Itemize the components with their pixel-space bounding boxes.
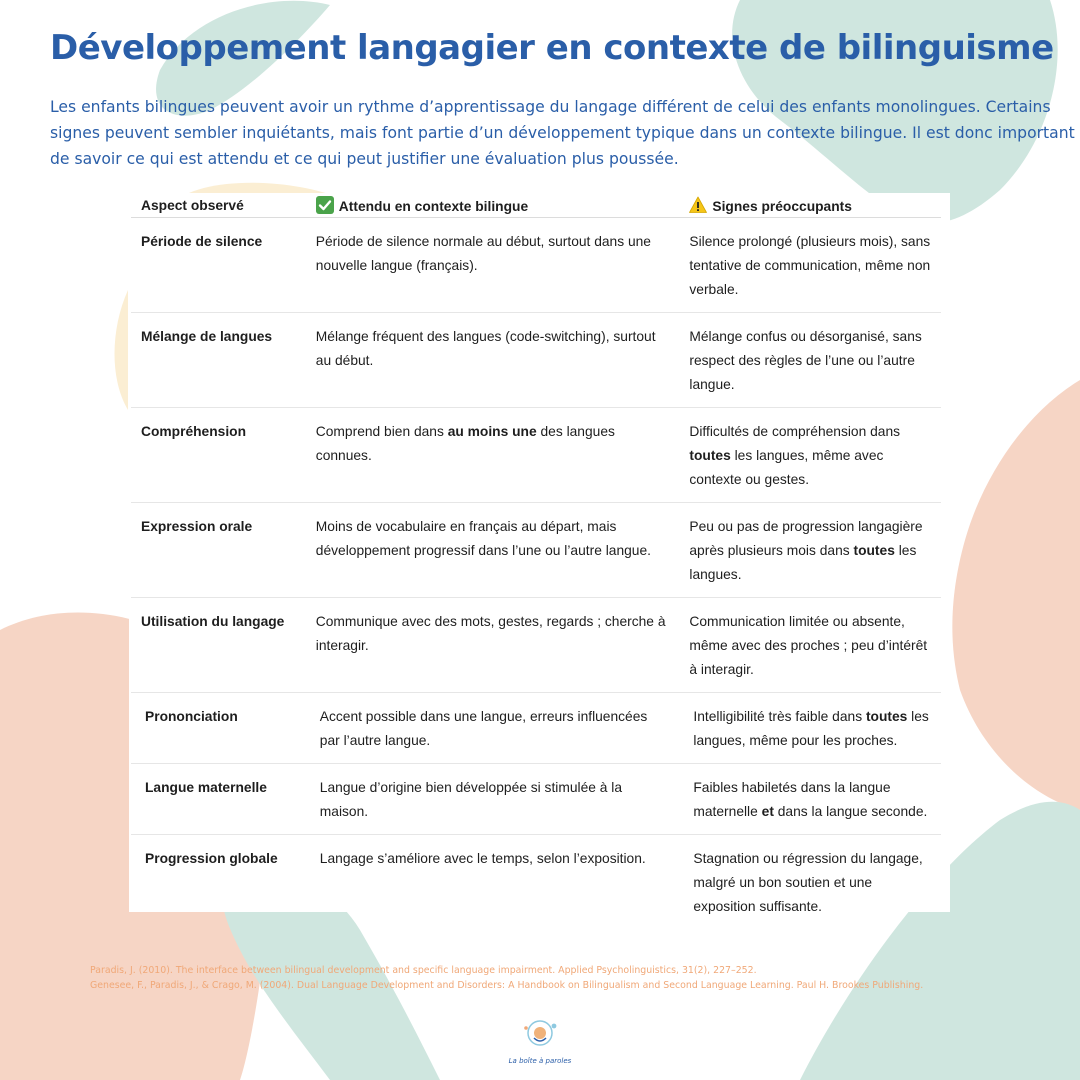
row-expected: Langue d’origine bien développée si stimulée à la maison.	[306, 764, 680, 835]
table-row	[131, 693, 941, 764]
header-concerning-label: Signes préoccupants	[712, 199, 852, 214]
row-expected: Communique avec des mots, gestes, regards ; cherche à interagir.	[306, 598, 680, 693]
peach-blob-right	[952, 380, 1080, 810]
row-expected: Comprend bien dans au moins une des langues connues.	[306, 408, 680, 503]
row-expected: Période de silence normale au début, surtout dans une nouvelle langue (français).	[306, 218, 680, 313]
row-concerning: Difficultés de compréhension dans toutes les langues, même avec contexte ou gestes.	[679, 408, 941, 503]
header-expected	[306, 193, 680, 218]
yellow-blob-left	[115, 290, 129, 410]
table-row	[131, 313, 941, 408]
header-concerning	[679, 193, 941, 218]
table-row	[131, 598, 941, 693]
row-expected: Accent possible dans une langue, erreurs influencées par l’autre langue.	[306, 693, 680, 764]
row-aspect: Expression orale	[131, 503, 306, 598]
reference-item: Genesee, F., Paradis, J., & Crago, M. (2004). Dual Language Development and Disorders: A Handbook on Bilingualism and Second Language Learning. Paul H. Brookes Publishing.	[90, 980, 924, 991]
emphasis: toutes	[689, 448, 731, 463]
emphasis: au moins une	[447, 424, 537, 439]
row-concerning: Silence prolongé (plusieurs mois), sans tentative de communication, même non verbale.	[679, 218, 941, 313]
emphasis: toutes	[865, 709, 908, 724]
table-header-row	[131, 193, 941, 218]
table-row	[131, 218, 941, 313]
comparison-table-card	[129, 193, 950, 912]
row-expected: Moins de vocabulaire en français au départ, mais développement progressif dans l’une ou l’autre langue.	[306, 503, 680, 598]
logo-text: La boîte à paroles	[508, 1057, 572, 1065]
table-row	[131, 408, 941, 503]
header-expected-label: Attendu en contexte bilingue	[338, 199, 529, 214]
row-aspect: Progression globale	[145, 851, 278, 866]
page-title: Développement langagier en contexte de bilinguisme	[50, 28, 1054, 68]
row-concerning: Intelligibilité très faible dans toutes les langues, même pour les proches.	[679, 693, 941, 764]
row-concerning: Peu ou pas de progression langagière après plusieurs mois dans toutes les langues.	[679, 503, 941, 598]
reference-item: Paradis, J. (2010). The interface between bilingual development and specific language impairment. Applied Psycholinguistics, 31(2), 227–252.	[90, 965, 757, 976]
check-mark-icon	[316, 196, 334, 214]
row-aspect: Prononciation	[131, 693, 306, 764]
row-aspect: Utilisation du langage	[131, 598, 306, 693]
row-concerning: Mélange confus ou désorganisé, sans respect des règles de l’une ou l’autre langue.	[679, 313, 941, 408]
row-aspect: Compréhension	[131, 408, 306, 503]
row-aspect: Mélange de langues	[131, 313, 306, 408]
intro-paragraph: Les enfants bilingues peuvent avoir un rythme d’apprentissage du langage différent de celui des enfants monolingues. Certains signes peuvent sembler inquiétants, mais font partie d’un développement typique dans un contexte bilingue. Il est donc important de savoir ce qui est attendu et ce qui peut justifier une évaluation plus poussée.	[50, 98, 1075, 168]
header-aspect: Aspect observé	[131, 193, 306, 218]
row-expected: Mélange fréquent des langues (code-switching), surtout au début.	[306, 313, 680, 408]
row-aspect: Période de silence	[131, 218, 306, 313]
row-concerning: Communication limitée ou absente, même avec des proches ; peu d’intérêt à interagir.	[679, 598, 941, 693]
comparison-table	[131, 193, 941, 929]
row-concerning: Faibles habiletés dans la langue maternelle et dans la langue seconde.	[679, 764, 941, 835]
table-row	[131, 835, 941, 930]
references	[90, 963, 923, 993]
emphasis: et	[761, 804, 774, 819]
row-aspect: Langue maternelle	[131, 764, 306, 835]
brand-logo	[470, 1016, 610, 1065]
logo-icon	[515, 1016, 565, 1050]
warning-icon	[689, 196, 707, 214]
row-expected: Langage s’améliore avec le temps, selon l’exposition.	[319, 851, 646, 866]
table-row	[131, 503, 941, 598]
row-concerning: Stagnation ou régression du langage, malgré un bon soutien et une exposition suffisante.	[693, 851, 923, 914]
emphasis: toutes	[853, 543, 895, 558]
table-row	[131, 764, 941, 835]
